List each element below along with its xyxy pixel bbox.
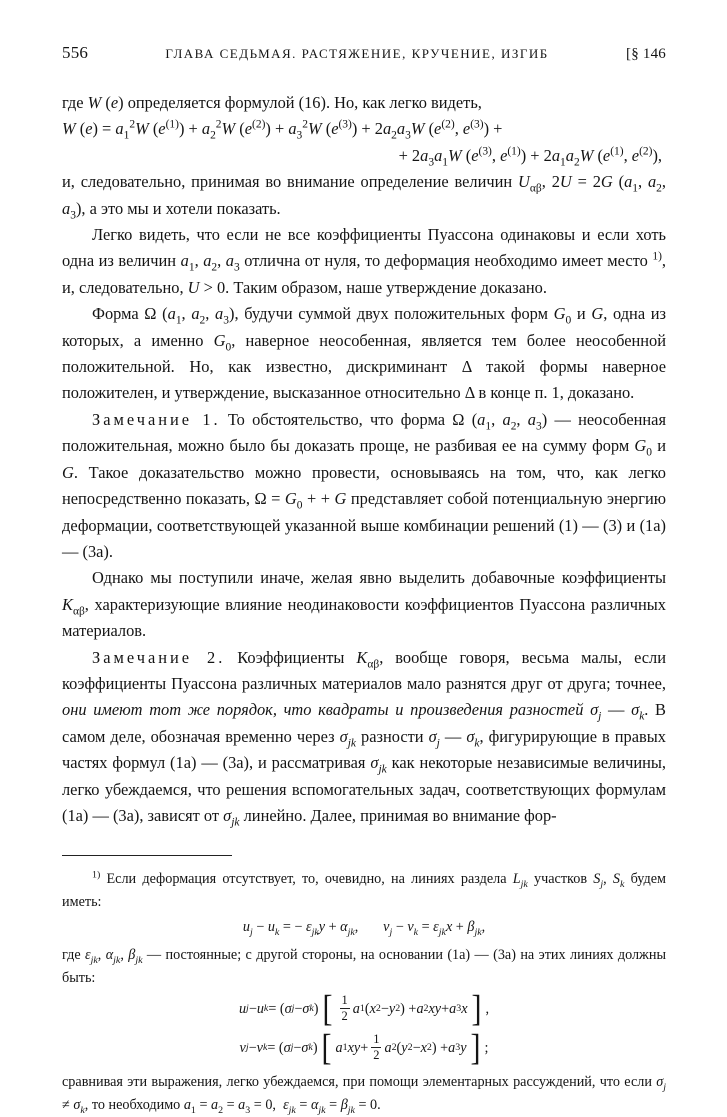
footnote-text-1: $^{1)}$ Если деформация отсутствует, то, очевидно, на линиях раздела $L_{jk}$ участков $S_j$, $S_k$ будем иметь: [62,869,666,910]
page-number: 556 [62,43,89,62]
section-marker: [§ 146 [626,46,666,62]
paragraph-coefficients: Однако мы поступили иначе, желая явно выделить добавочные коэффициенты $K_{\alpha\beta}$, характеризующие влияние неодинаковости коэффициентов Пуассона различных материалов. [62,568,666,641]
footnote-equation-2: u j − u k = ( σ j − σ k ) [ $\frac{1}{2}$ a 1 ( x 2 − y 2 ) + a 2 xy + a 3 x ] , [238,987,490,1029]
equation-W-line1: W $(e) = a_1^2W$ $(e^{(1)}) + a_2^2W$ $(e^{(2)}) + a_3^2W$ $(e^{(3)}) + 2a_2a_3W$ ($e^{(2)}$, $e^{(3)}$) + [62,118,503,142]
paragraph-poisson: Легко видеть, что если не все коэффициенты Пуассона одинаковы и если хоть одна из величин $a_1$, $a_2$, $a_3$ отлична от нуля, то деформация необходимо имеет место $^{1)}$, и, следовательно, U > 0. Таким образом, наше утверждение доказано. [62,225,666,297]
footnote-text-2: где $\varepsilon_{jk}$, $\alpha_{jk}$, $\beta_{jk}$ — постоянные; с другой стороны, на основании (1а) — (3а) на этих линиях должны быть: [62,947,666,986]
book-page [62,40,667,1116]
footnote-rule [62,855,232,856]
paragraph-intro: где W (e) определяется формулой (16). Но, как легко видеть, [62,93,482,112]
paragraph-remark-1: Замечание 1. То обстоятельство, что форма Ω ($a_1$, $a_2$, $a_3$) — неособенная положительная, можно было бы доказать проще, не разбивая ее на сумму форм $G_0$ и G. Такое доказательство можно провести, основываясь на том, что, как легко непосредственно показать, $\Omega = G_0$ + + G представляет собой потенциальную энергию деформации, соответствующей указанной выше комбинации решений (1) — (3) и (1а) — (3а). [62,409,666,561]
footnote [62,868,666,1116]
footnote-text-3: сравнивая эти выражения, легко убеждаемся, при помощи элементарных рассуждений, что если $\sigma_j \ne \sigma_k$, то необходимо $a_1 = a_2 = a_3 = 0$, $\varepsilon_{jk} = \alpha_{jk} = \beta_{jk} = 0$. [62,1074,666,1116]
footnote-equation-1: $u_j - u_k$ = − $\varepsilon_{jk}y + \alpha_{jk}$, $v_j - v_k = \varepsilon_{jk}x + \beta_{jk}$, [242,918,486,938]
equation-W-line2: + $2a_3a_1W$ ($e^{(3)}$, $e^{(1)}) + 2a_1a_2W$ ($e^{(1)}$, $e^{(2)}$), [398,145,662,169]
paragraph-remark-2: Замечание 2. Коэффициенты $K_{\alpha\beta}$, вообще говоря, весьма малы, если коэффициенты Пуассона различных материалов мало разнятся друг от друга; точнее, они имеют тот же порядок, что квадраты и произведения разностей $\sigma_j$ — $\sigma_k$. В самом деле, обозначая временно через $\sigma_{jk}$ разности $\sigma_j$ — $\sigma_k$, фигурирующие в правых частях формул (1а) — (3а), и рассматривая $\sigma_{jk}$ как некоторые независимые величины, легко убеждаемся, что решения вспомогательных задач, соответствующих формулам (1а) — (3а), зависят от $\sigma_{jk}$ линейно. Далее, принимая во внимание фор- [62,647,667,829]
remark-2-label: Замечание 2. [92,647,226,667]
paragraph-form-omega: Форма Ω ($a_1$, $a_2$, $a_3$), будучи суммой двух положительных форм $G_0$ и G, одна из которых, а именно $G_0$, наверное неособенная, является тем более неособенной положительной. Но, как известно, дискриминант Δ такой формы наверное положителен, и утверждение, высказанное относительно Δ в конце п. 1, доказано. [62,304,667,403]
remark-1-label: Замечание 1. [92,409,221,429]
chapter-title: ГЛАВА СЕДЬМАЯ. РАСТЯЖЕНИЕ, КРУЧЕНИЕ, ИЗГИБ [165,46,549,61]
footnote-marker: 1) [652,250,662,263]
paragraph-conclusion: и, следовательно, принимая во внимание определение величин $U_{\alpha\beta}$, 2U = 2G ($a_1$, $a_2$, $a_3$), а это мы и хотели показать. [62,172,667,221]
running-header [62,40,666,70]
footnote-equation-3: v j − v k = ( σ j − σ k ) [ a 1 xy + $\frac{1}{2}$ a 2 ( y 2 − x 2 ) + a 3 y ] ; [239,1026,489,1068]
